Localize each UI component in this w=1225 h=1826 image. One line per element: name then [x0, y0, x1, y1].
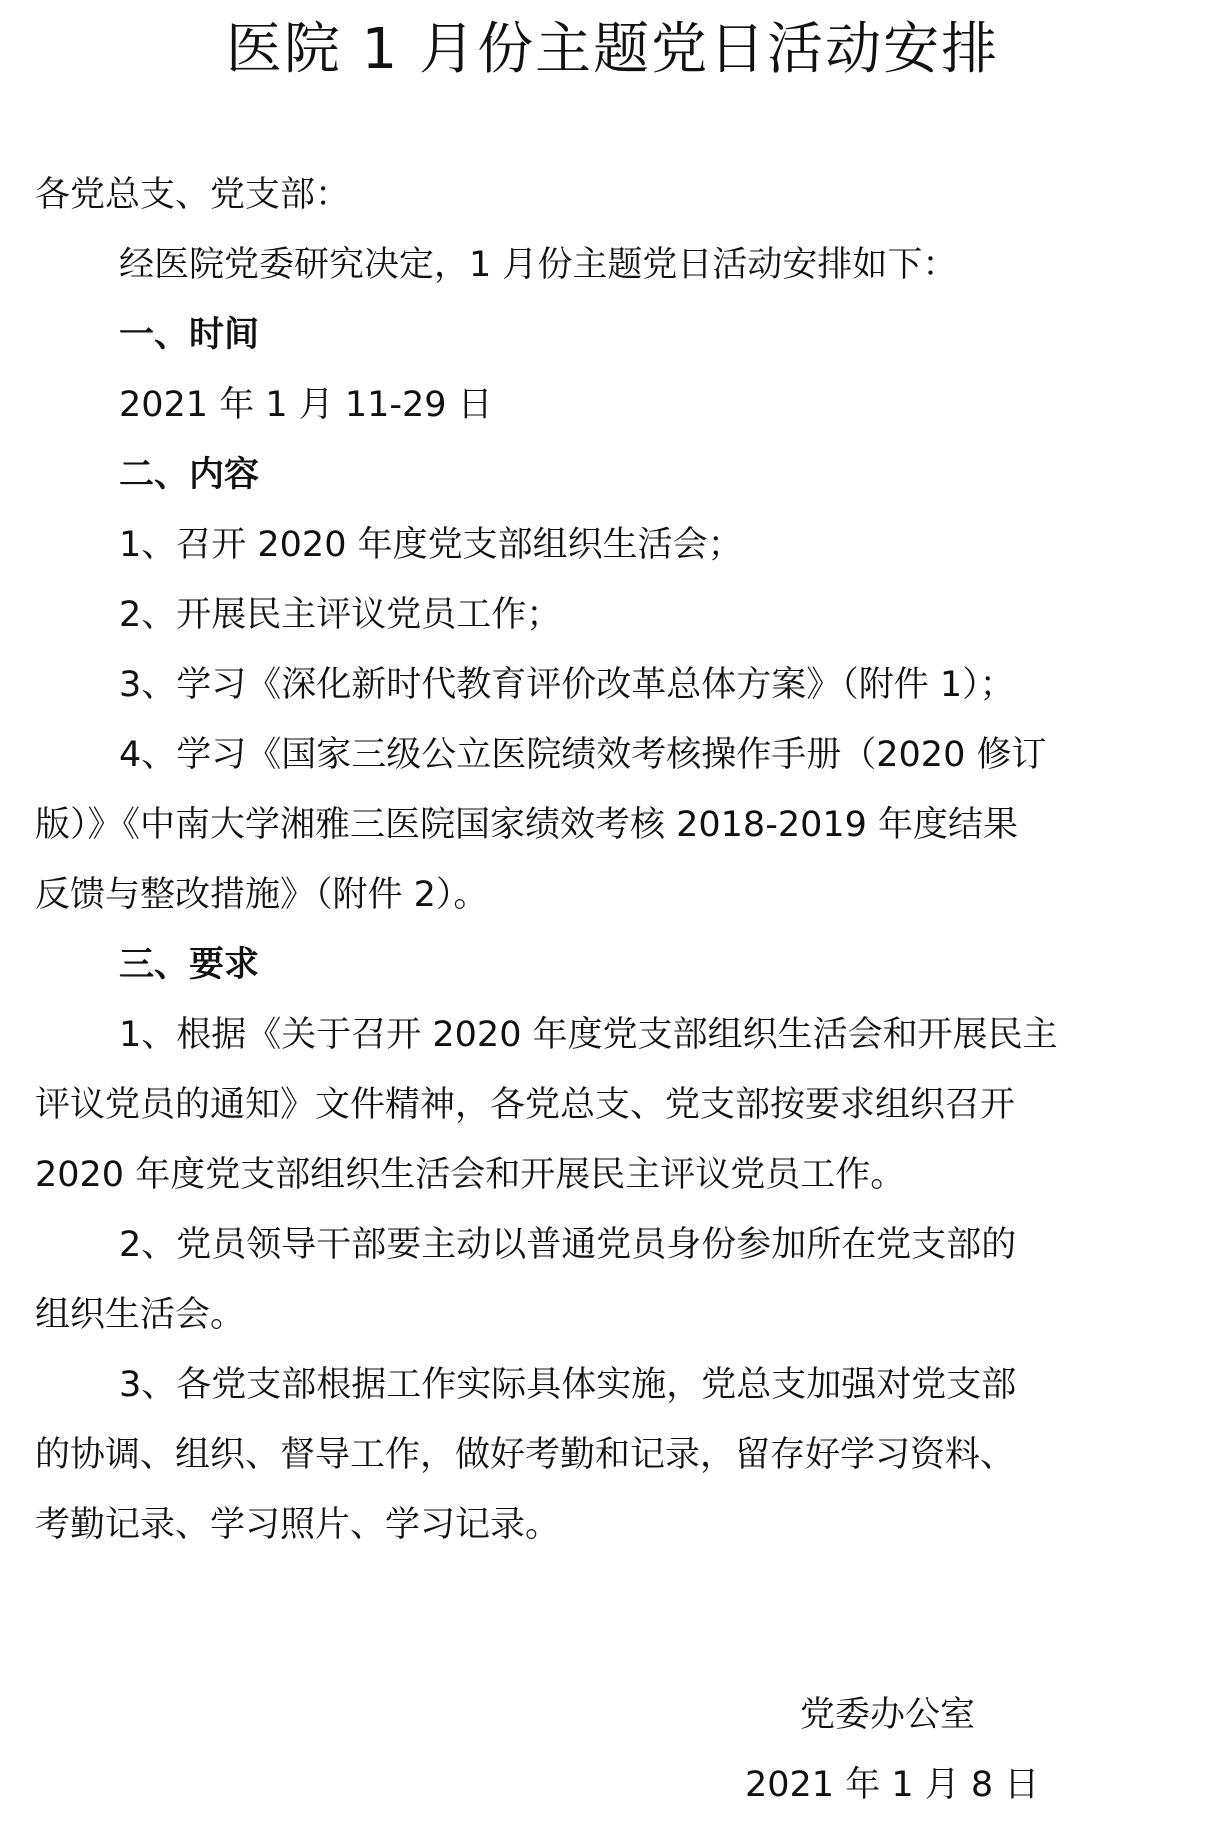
- salutation: 各党总支、党支部：: [35, 175, 351, 215]
- requirement-3-line-1: 3、各党支部根据工作实际具体实施，党总支加强对党支部: [119, 1365, 1017, 1405]
- requirement-3-line-3: 考勤记录、学习照片、学习记录。: [35, 1505, 561, 1545]
- content-item-4-line-2: 版）》《中南大学湘雅三医院国家绩效考核 2018-2019 年度结果: [35, 805, 1019, 845]
- requirement-2-line-1: 2、党员领导干部要主动以普通党员身份参加所在党支部的: [119, 1225, 1017, 1265]
- content-item-4-line-1: 4、学习《国家三级公立医院绩效考核操作手册（2020 修订: [119, 735, 1047, 775]
- content-item-4-line-3: 反馈与整改措施》（附件 2）。: [35, 875, 489, 915]
- signature-org: 党委办公室: [800, 1695, 976, 1735]
- section-heading-content: 二、内容: [119, 455, 260, 495]
- signature-date: 2021 年 1 月 8 日: [745, 1765, 1040, 1805]
- requirement-2-line-2: 组织生活会。: [35, 1295, 246, 1335]
- content-item-1: 1、召开 2020 年度党支部组织生活会；: [119, 525, 743, 565]
- time-text: 2021 年 1 月 11-29 日: [119, 385, 493, 425]
- intro-paragraph: 经医院党委研究决定，1 月份主题党日活动安排如下：: [119, 245, 958, 285]
- content-item-2: 2、开展民主评议党员工作；: [119, 595, 562, 635]
- content-item-3: 3、学习《深化新时代教育评价改革总体方案》（附件 1）；: [119, 665, 1015, 705]
- document-body: [35, 160, 1195, 1560]
- requirement-3-line-2: 的协调、组织、督导工作，做好考勤和记录，留存好学习资料、: [35, 1435, 1016, 1475]
- requirement-1-line-3: 2020 年度党支部组织生活会和开展民主评议党员工作。: [35, 1155, 906, 1195]
- requirement-1-line-2: 评议党员的通知》文件精神，各党总支、党支部按要求组织召开: [35, 1085, 1016, 1125]
- section-heading-time: 一、时间: [119, 315, 260, 355]
- document-title: 医院 1 月份主题党日活动安排: [225, 17, 1000, 82]
- requirement-1-line-1: 1、根据《关于召开 2020 年度党支部组织生活会和开展民主: [119, 1015, 1058, 1055]
- section-heading-requirements: 三、要求: [119, 945, 260, 985]
